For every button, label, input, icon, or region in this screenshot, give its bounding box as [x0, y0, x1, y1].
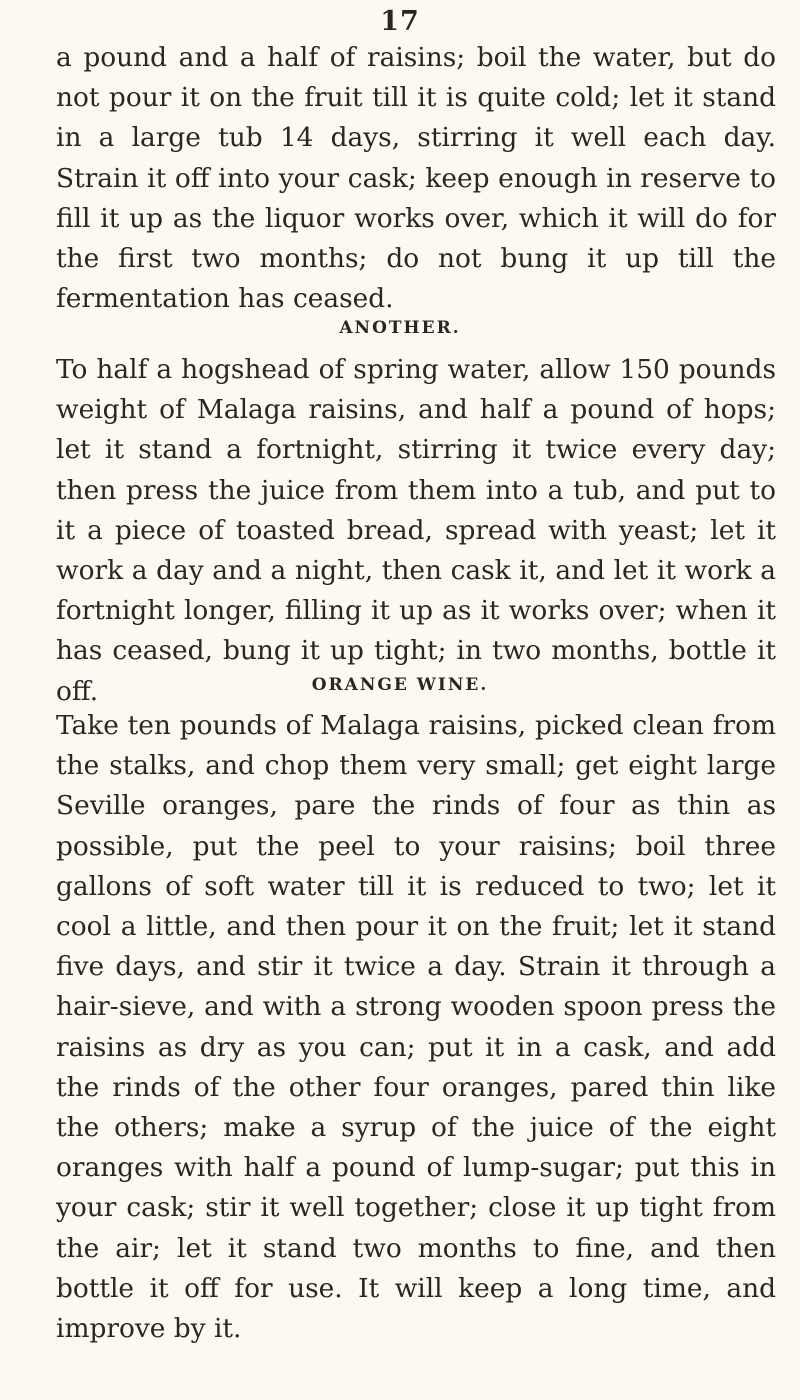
section-heading-orange-wine: ORANGE WINE.	[311, 675, 489, 695]
recipe-paragraph-continued: a pound and a half of raisins; boil the water, but do not pour it on the fruit till it is quite cold; let it stand in a large tub 14 days, stirring it well each day. Strain it off into your cask; keep enough in reserve to fill it up as the liquor works over, which it will do for the first two months; do not bung it up till the fermentation has ceased.	[56, 42, 776, 315]
page-number: 17	[380, 6, 420, 37]
section-heading-another: ANOTHER.	[339, 318, 461, 338]
recipe-paragraph-orange-wine: Take ten pounds of Malaga raisins, picked clean from the stalks, and chop them very small; get eight large Seville oranges, pare the rinds of four as thin as possible, put the peel to your raisins; boil three gallons of soft water till it is reduced to two; let it cool a little, and then pour it on the fruit; let it stand five days, and stir it twice a day. Strain it through a hair-sieve, and with a strong wooden spoon press the raisins as dry as you can; put it in a cask, and add the rinds of the other four oranges, pared thin like the others; make a syrup of the juice of the eight oranges with half a pound of lump-sugar; put this in your cask; stir it well together; close it up tight from the air; let it stand two months to fine, and then bottle it off for use. It will keep a long time, and improve by it.	[56, 710, 776, 1345]
recipe-paragraph-another: To half a hogshead of spring water, allow 150 pounds weight of Malaga raisins, and half a pound of hops; let it stand a fortnight, stirring it twice every day; then press the juice from them into a tub, and put to it a piece of toasted bread, spread with yeast; let it work a day and a night, then cask it, and let it work a fortnight longer, filling it up as it works over; when it has ceased, bung it up tight; in two months, bottle it off.	[56, 354, 776, 707]
